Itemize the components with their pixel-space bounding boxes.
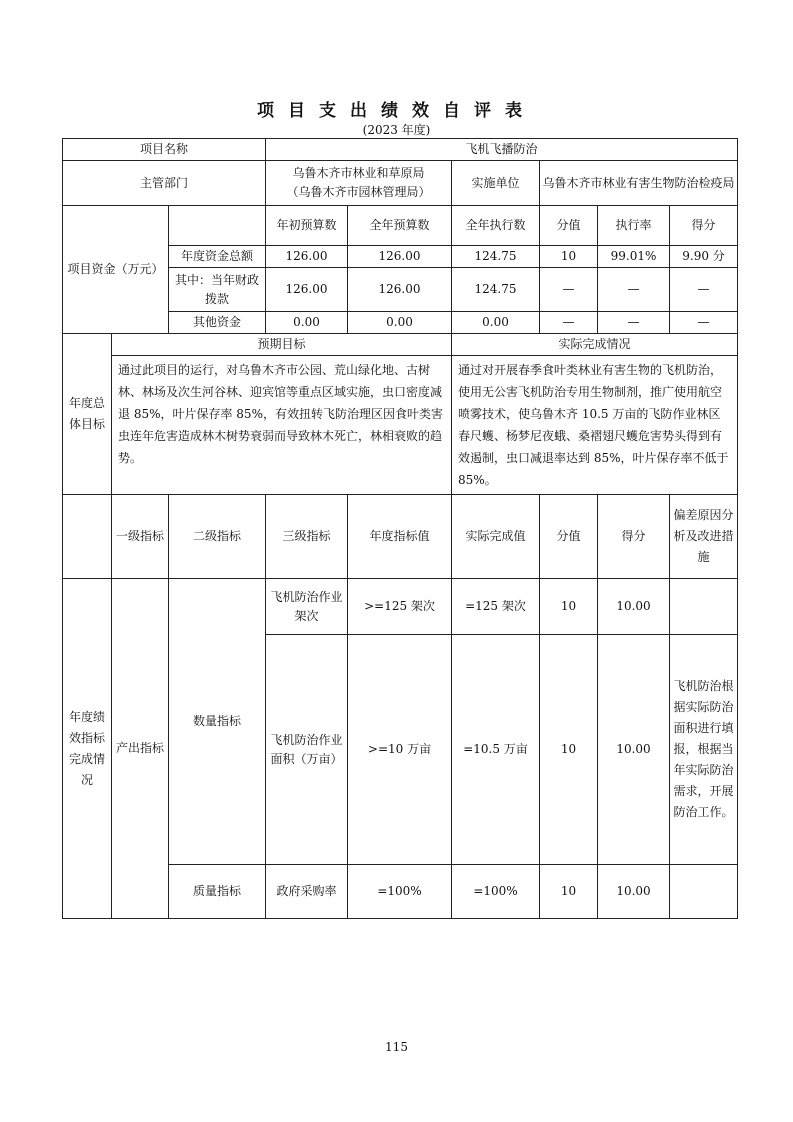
score: 10.00 <box>598 865 670 919</box>
funds-cell: 126.00 <box>266 246 348 268</box>
funds-cell: — <box>670 312 738 334</box>
performance-table <box>62 138 738 919</box>
funds-header-score-value: 分值 <box>540 206 598 246</box>
quality-indicator-label: 质量指标 <box>169 865 266 919</box>
form-title: 项目支出绩效自评表 <box>257 101 536 121</box>
funds-row-label: 其他资金 <box>169 312 266 334</box>
funds-cell: — <box>540 312 598 334</box>
funds-cell: 126.00 <box>266 268 348 312</box>
funds-header-annual: 全年预算数 <box>348 206 452 246</box>
score-value: 10 <box>540 865 598 919</box>
expected-goal-text: 通过此项目的运行，对乌鲁木齐市公园、荒山绿化地、古树林、林场及次生河谷林、迎宾馆等重点区域实施，虫口密度减退 85%，叶片保存率 85%，有效扭转飞防治理区因食叶类害虫连年危害造成林木树势衰弱而导致林木死亡，林相衰败的趋势。 <box>112 356 452 495</box>
indicator-header-blank <box>63 495 112 579</box>
actual-goal-text: 通过对开展春季食叶类林业有害生物的飞机防治，使用无公害飞机防治专用生物制剂，推广使用航空喷雾技术，使乌鲁木齐 10.5 万亩的飞防作业林区春尺蠖、杨梦尼夜蛾、桑褶翅尺蠖危害势头得到有效遏制，虫口减退率达到 85%，叶片保存率不低于 85%。 <box>452 356 738 495</box>
funds-row-label: 其中：当年财政拨款 <box>169 268 266 312</box>
target-value: =100% <box>348 865 452 919</box>
funds-cell: 10 <box>540 246 598 268</box>
funds-header-executed: 全年执行数 <box>452 206 540 246</box>
score-value: 10 <box>540 579 598 635</box>
funds-cell: 126.00 <box>348 268 452 312</box>
level3-indicator: 政府采购率 <box>266 865 348 919</box>
funds-cell: 99.01% <box>598 246 670 268</box>
actual-goal-header: 实际完成情况 <box>452 334 738 356</box>
level3-indicator: 飞机防治作业架次 <box>266 579 348 635</box>
funds-cell: — <box>598 268 670 312</box>
funds-header-rate: 执行率 <box>598 206 670 246</box>
dept-value <box>266 161 452 206</box>
funds-row-label: 年度资金总额 <box>169 246 266 268</box>
score: 10.00 <box>598 579 670 635</box>
score: 10.00 <box>598 635 670 865</box>
form-year: (2023 年度) <box>362 123 431 137</box>
target-value: >=125 架次 <box>348 579 452 635</box>
funds-cell: — <box>540 268 598 312</box>
project-name-label: 项目名称 <box>63 139 266 161</box>
header-target: 年度指标值 <box>348 495 452 579</box>
dept-value-line2: （乌鲁木齐市园林管理局） <box>286 185 431 199</box>
funds-cell: 0.00 <box>266 312 348 334</box>
funds-cell: 0.00 <box>348 312 452 334</box>
actual-value: =10.5 万亩 <box>452 635 540 865</box>
funds-blank-header <box>169 206 266 246</box>
level1-output: 产出指标 <box>112 579 169 919</box>
funds-cell: — <box>670 268 738 312</box>
goals-label: 年度总体目标 <box>63 334 112 495</box>
funds-label: 项目资金（万元） <box>63 206 169 334</box>
dept-label: 主管部门 <box>63 161 266 206</box>
impl-unit-label: 实施单位 <box>452 161 540 206</box>
header-score-value: 分值 <box>540 495 598 579</box>
header-deviation: 偏差原因分析及改进措施 <box>670 495 738 579</box>
project-name-value: 飞机飞播防治 <box>266 139 738 161</box>
score-value: 10 <box>540 635 598 865</box>
dept-value-line1: 乌鲁木齐市林业和草原局 <box>292 166 425 180</box>
target-value: >=10 万亩 <box>348 635 452 865</box>
header-score: 得分 <box>598 495 670 579</box>
header-level3: 三级指标 <box>266 495 348 579</box>
funds-header-initial: 年初预算数 <box>266 206 348 246</box>
header-level2: 二级指标 <box>169 495 266 579</box>
level3-indicator: 飞机防治作业面积（万亩） <box>266 635 348 865</box>
funds-cell: 124.75 <box>452 268 540 312</box>
funds-cell: 126.00 <box>348 246 452 268</box>
quantity-indicator-label: 数量指标 <box>169 579 266 865</box>
actual-value: =125 架次 <box>452 579 540 635</box>
indicators-section-label: 年度绩效指标完成情况 <box>63 579 112 919</box>
funds-cell: 9.90 分 <box>670 246 738 268</box>
header-level1: 一级指标 <box>112 495 169 579</box>
expected-goal-header: 预期目标 <box>112 334 452 356</box>
deviation <box>670 579 738 635</box>
deviation <box>670 865 738 919</box>
impl-unit-value: 乌鲁木齐市林业有害生物防治检疫局 <box>540 161 738 206</box>
funds-cell: — <box>598 312 670 334</box>
deviation: 飞机防治根据实际防治面积进行填报，根据当年实际防治需求，开展防治工作。 <box>670 635 738 865</box>
funds-cell: 124.75 <box>452 246 540 268</box>
funds-cell: 0.00 <box>452 312 540 334</box>
actual-value: =100% <box>452 865 540 919</box>
page-number: 115 <box>385 1040 408 1054</box>
header-actual: 实际完成值 <box>452 495 540 579</box>
funds-header-score: 得分 <box>670 206 738 246</box>
